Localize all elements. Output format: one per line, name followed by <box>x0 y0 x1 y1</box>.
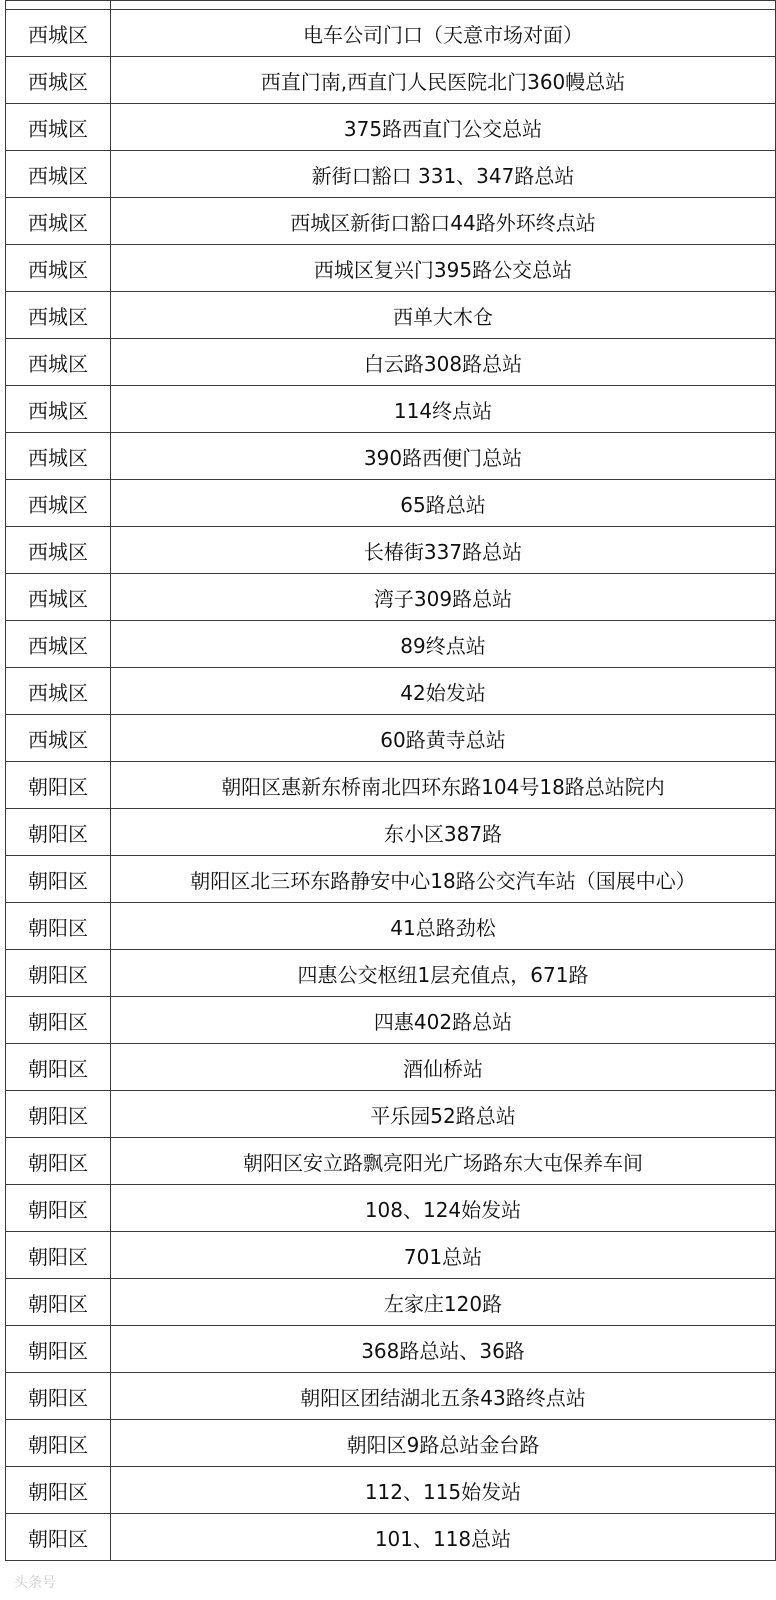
location-cell: 89终点站 <box>111 621 776 668</box>
watermark: 头条号 <box>14 1575 56 1591</box>
table-row <box>6 1326 776 1373</box>
location-cell: 酒仙桥站 <box>111 1044 776 1091</box>
district-cell: 朝阳区 <box>6 903 111 950</box>
table-row <box>6 574 776 621</box>
location-cell: 112、115始发站 <box>111 1467 776 1514</box>
location-cell: 朝阳区惠新东桥南北四环东路104号18路总站院内 <box>111 762 776 809</box>
district-cell: 西城区 <box>6 574 111 621</box>
location-cell: 701总站 <box>111 1232 776 1279</box>
location-cell: 41总路劲松 <box>111 903 776 950</box>
table-row <box>6 856 776 903</box>
table-row <box>6 1467 776 1514</box>
district-cell: 西城区 <box>6 104 111 151</box>
table-row <box>6 1091 776 1138</box>
district-cell: 西城区 <box>6 433 111 480</box>
table-row <box>6 668 776 715</box>
location-cell: 左家庄120路 <box>111 1279 776 1326</box>
district-cell: 西城区 <box>6 245 111 292</box>
district-cell: 朝阳区 <box>6 856 111 903</box>
table-row <box>6 1514 776 1561</box>
district-cell: 朝阳区 <box>6 1420 111 1467</box>
location-cell: 朝阳区北三环东路静安中心18路公交汽车站（国展中心） <box>111 856 776 903</box>
location-cell: 湾子309路总站 <box>111 574 776 621</box>
location-cell: 390路西便门总站 <box>111 433 776 480</box>
district-cell: 朝阳区 <box>6 809 111 856</box>
location-cell: 新街口豁口 331、347路总站 <box>111 151 776 198</box>
table-row <box>6 245 776 292</box>
district-cell: 朝阳区 <box>6 1091 111 1138</box>
location-cell: 朝阳区安立路飘亮阳光广场路东大屯保养车间 <box>111 1138 776 1185</box>
district-cell: 西城区 <box>6 151 111 198</box>
table-row <box>6 433 776 480</box>
table-row-partial <box>6 1 776 10</box>
location-cell: 60路黄寺总站 <box>111 715 776 762</box>
table-row <box>6 151 776 198</box>
district-cell: 西城区 <box>6 386 111 433</box>
table-row <box>6 292 776 339</box>
table-row <box>6 386 776 433</box>
table-row <box>6 1420 776 1467</box>
district-cell: 朝阳区 <box>6 1373 111 1420</box>
location-cell: 朝阳区团结湖北五条43路终点站 <box>111 1373 776 1420</box>
location-cell: 西城区新街口豁口44路外环终点站 <box>111 198 776 245</box>
table-row <box>6 339 776 386</box>
table-row <box>6 950 776 997</box>
table-row <box>6 10 776 57</box>
location-cell: 朝阳区9路总站金台路 <box>111 1420 776 1467</box>
table-row <box>6 1279 776 1326</box>
district-cell: 西城区 <box>6 10 111 57</box>
location-cell-partial <box>111 1 776 10</box>
table-row <box>6 480 776 527</box>
district-cell: 朝阳区 <box>6 1514 111 1561</box>
table-row <box>6 997 776 1044</box>
district-cell: 朝阳区 <box>6 1232 111 1279</box>
location-cell: 42始发站 <box>111 668 776 715</box>
location-cell: 108、124始发站 <box>111 1185 776 1232</box>
district-cell: 朝阳区 <box>6 950 111 997</box>
district-cell: 朝阳区 <box>6 997 111 1044</box>
location-cell: 东小区387路 <box>111 809 776 856</box>
location-cell: 101、118总站 <box>111 1514 776 1561</box>
table-row <box>6 1232 776 1279</box>
location-cell: 375路西直门公交总站 <box>111 104 776 151</box>
location-cell: 长椿街337路总站 <box>111 527 776 574</box>
location-cell: 四惠公交枢纽1层充值点，671路 <box>111 950 776 997</box>
district-cell: 朝阳区 <box>6 762 111 809</box>
district-cell: 西城区 <box>6 527 111 574</box>
location-cell: 四惠402路总站 <box>111 997 776 1044</box>
table-row <box>6 809 776 856</box>
table-row <box>6 903 776 950</box>
district-cell: 西城区 <box>6 339 111 386</box>
station-table <box>5 0 776 1561</box>
location-cell: 西直门南,西直门人民医院北门360幔总站 <box>111 57 776 104</box>
district-cell: 朝阳区 <box>6 1044 111 1091</box>
location-cell: 368路总站、36路 <box>111 1326 776 1373</box>
district-cell: 西城区 <box>6 621 111 668</box>
district-cell-partial <box>6 1 111 10</box>
district-cell: 西城区 <box>6 668 111 715</box>
district-cell: 朝阳区 <box>6 1185 111 1232</box>
table-row <box>6 198 776 245</box>
location-cell: 平乐园52路总站 <box>111 1091 776 1138</box>
table-row <box>6 715 776 762</box>
location-cell: 西城区复兴门395路公交总站 <box>111 245 776 292</box>
district-cell: 朝阳区 <box>6 1279 111 1326</box>
table-row <box>6 1373 776 1420</box>
location-cell: 白云路308路总站 <box>111 339 776 386</box>
district-cell: 西城区 <box>6 480 111 527</box>
location-cell: 电车公司门口（天意市场对面） <box>111 10 776 57</box>
district-cell: 西城区 <box>6 57 111 104</box>
district-cell: 朝阳区 <box>6 1326 111 1373</box>
table-row <box>6 762 776 809</box>
location-cell: 65路总站 <box>111 480 776 527</box>
table-row <box>6 104 776 151</box>
table-row <box>6 621 776 668</box>
district-cell: 西城区 <box>6 715 111 762</box>
table-body <box>6 1 776 1561</box>
location-cell: 西单大木仓 <box>111 292 776 339</box>
district-cell: 西城区 <box>6 198 111 245</box>
table-row <box>6 1185 776 1232</box>
table-row <box>6 1044 776 1091</box>
district-cell: 朝阳区 <box>6 1467 111 1514</box>
table-row <box>6 1138 776 1185</box>
district-cell: 西城区 <box>6 292 111 339</box>
table-row <box>6 527 776 574</box>
table-row <box>6 57 776 104</box>
location-cell: 114终点站 <box>111 386 776 433</box>
district-cell: 朝阳区 <box>6 1138 111 1185</box>
